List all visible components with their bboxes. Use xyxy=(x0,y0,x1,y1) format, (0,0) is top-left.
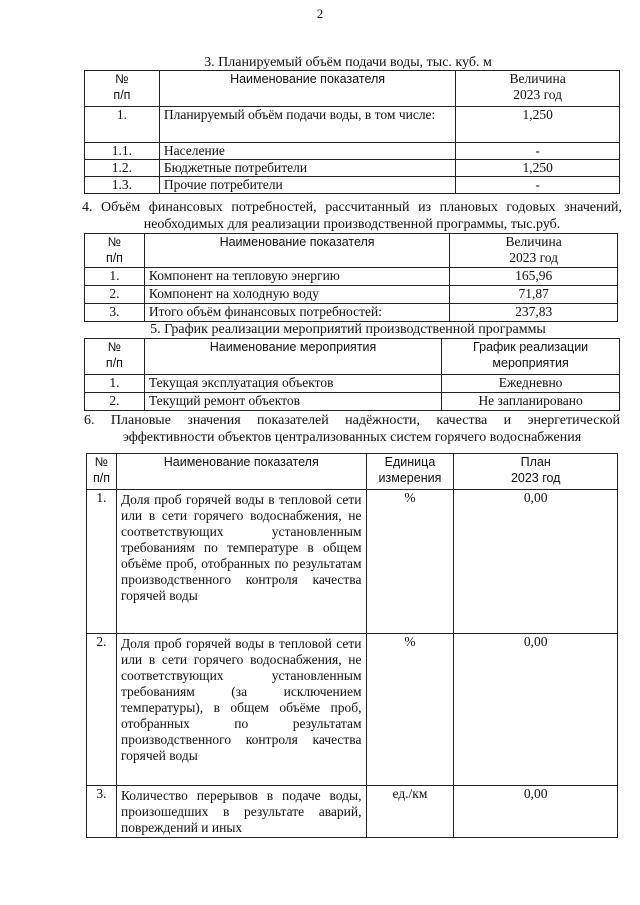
section-6-title: 6. Плановые значения показателей надёжности, качества и энергетической эффективности объектов централизованных систем горячего водоснабжения xyxy=(84,413,620,445)
header-unit: Единица измерения xyxy=(366,454,454,490)
row-num: 1.2. xyxy=(85,160,160,177)
row-value: Не запланировано xyxy=(442,393,620,411)
table-row xyxy=(87,786,618,838)
row-num: 1.1. xyxy=(85,143,160,160)
row-value: Ежедневно xyxy=(442,375,620,393)
table-row xyxy=(85,107,620,143)
row-num: 1. xyxy=(85,107,160,143)
header-name: Наименование мероприятия xyxy=(144,339,441,375)
row-value: 1,250 xyxy=(456,107,620,143)
row-name: Население xyxy=(159,143,455,160)
header-num: № п/п xyxy=(85,234,145,268)
row-name: Компонент на тепловую энергию xyxy=(144,268,449,286)
row-value: 71,87 xyxy=(450,286,618,304)
section-3-title: 3. Планируемый объём подачи воды, тыс. куб. м xyxy=(204,55,492,70)
row-name: Итого объём финансовых потребностей: xyxy=(144,304,449,322)
header-name: Наименование показателя xyxy=(159,71,455,107)
row-num: 1. xyxy=(87,490,117,634)
row-num: 1. xyxy=(85,268,145,286)
row-num: 2. xyxy=(85,286,145,304)
row-plan: 0,00 xyxy=(454,786,618,838)
table-header-row xyxy=(85,71,620,107)
row-name: Компонент на холодную воду xyxy=(144,286,449,304)
header-name: Наименование показателя xyxy=(116,454,366,490)
row-num: 3. xyxy=(87,786,117,838)
section-4-table xyxy=(84,233,618,322)
header-plan: План 2023 год xyxy=(454,454,618,490)
row-plan: 0,00 xyxy=(454,634,618,786)
row-name: Прочие потребители xyxy=(159,177,455,194)
table-row xyxy=(85,304,618,322)
row-unit: % xyxy=(366,634,454,786)
table-row xyxy=(87,634,618,786)
header-num: № п/п xyxy=(87,454,117,490)
section-5-title: 5. График реализации мероприятий производственной программы xyxy=(150,322,546,337)
row-num: 2. xyxy=(87,634,117,786)
header-value: График реализации мероприятия xyxy=(442,339,620,375)
header-value: Величина 2023 год xyxy=(450,234,618,268)
row-name: Бюджетные потребители xyxy=(159,160,455,177)
section-4-title: 4. Объём финансовых потребностей, рассчитанный из плановых годовых значений, необходимых для реализации производственной программы, тыс.руб. xyxy=(82,200,622,232)
table-row xyxy=(85,160,620,177)
header-num: № п/п xyxy=(85,339,145,375)
table-row xyxy=(85,286,618,304)
row-value: - xyxy=(456,177,620,194)
row-value: 1,250 xyxy=(456,160,620,177)
table-row xyxy=(85,375,620,393)
row-name: Текущий ремонт объектов xyxy=(144,393,441,411)
row-num: 2. xyxy=(85,393,145,411)
row-value: 165,96 xyxy=(450,268,618,286)
page-number: 2 xyxy=(316,6,324,21)
row-name: Планируемый объём подачи воды, в том числе: xyxy=(159,107,455,143)
table-row xyxy=(85,143,620,160)
table-row xyxy=(85,268,618,286)
row-num: 1. xyxy=(85,375,145,393)
row-unit: ед./км xyxy=(366,786,454,838)
row-name: Количество перерывов в подаче воды, произошедших в результате аварий, повреждений и иных xyxy=(116,786,366,838)
row-value: 237,83 xyxy=(450,304,618,322)
header-num: № п/п xyxy=(85,71,160,107)
table-header-row xyxy=(87,454,618,490)
table-row xyxy=(85,393,620,411)
table-row xyxy=(87,490,618,634)
table-header-row xyxy=(85,234,618,268)
header-value: Величина 2023 год xyxy=(456,71,620,107)
section-3-table xyxy=(84,70,620,194)
row-value: - xyxy=(456,143,620,160)
section-5-table xyxy=(84,338,620,411)
row-plan: 0,00 xyxy=(454,490,618,634)
table-row xyxy=(85,177,620,194)
row-name: Доля проб горячей воды в тепловой сети или в сети горячего водоснабжения, не соответствующих установленным требованиям (за исключением температуры), в общем объёме проб, отобранных по результатам производственного контроля качества горячей воды xyxy=(116,634,366,786)
table-header-row xyxy=(85,339,620,375)
row-name: Доля проб горячей воды в тепловой сети или в сети горячего водоснабжения, не соответствующих установленным требованиям по температуре в общем объёме проб, отобранных по результатам производственного контроля качества горячей воды xyxy=(116,490,366,634)
section-6-table xyxy=(86,453,618,838)
row-unit: % xyxy=(366,490,454,634)
row-num: 3. xyxy=(85,304,145,322)
row-num: 1.3. xyxy=(85,177,160,194)
header-name: Наименование показателя xyxy=(144,234,449,268)
row-name: Текущая эксплуатация объектов xyxy=(144,375,441,393)
